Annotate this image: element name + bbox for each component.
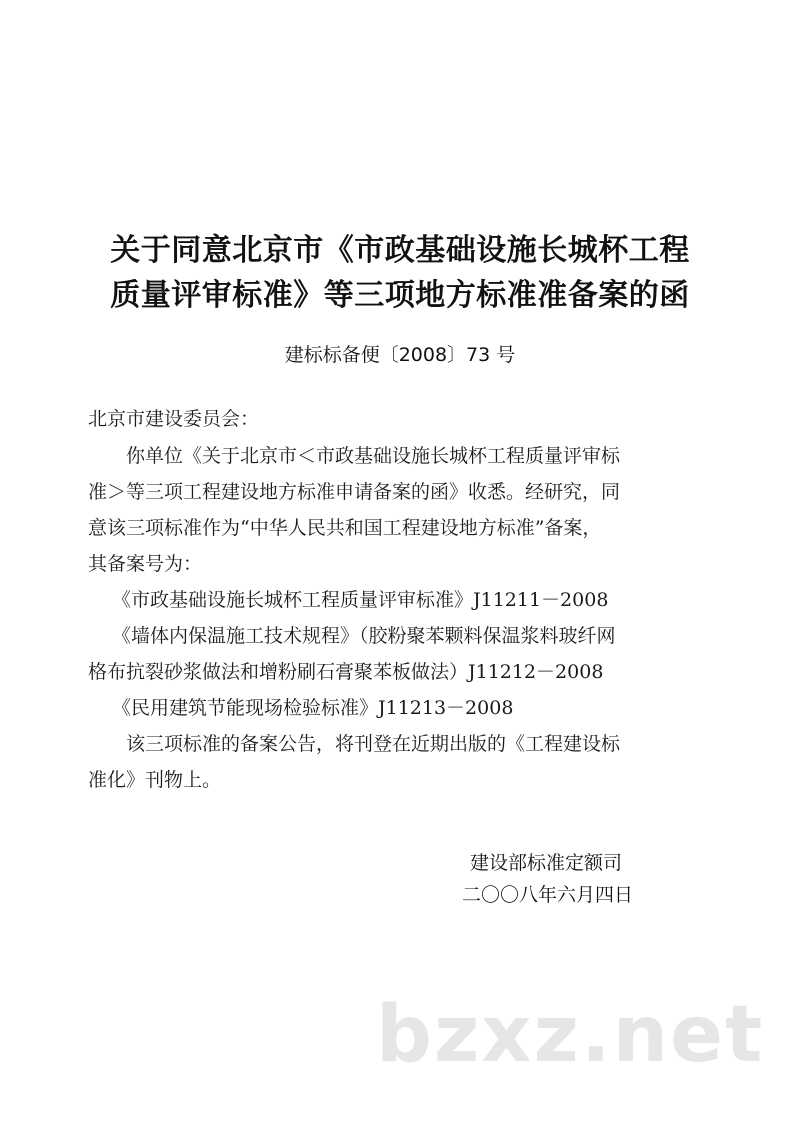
site-watermark: bzxz.net xyxy=(376,990,765,1080)
paragraph-1-line-2: 准＞等三项工程建设地方标准申请备案的函》收悉。经研究，同 xyxy=(88,481,621,503)
recipient: 北京市建设委员会： xyxy=(88,408,260,430)
paragraph-2-line-2: 准化》刊物上。 xyxy=(88,769,222,791)
standard-item-1: 《市政基础设施长城杯工程质量评审标准》J11211－2008 xyxy=(112,589,609,611)
paragraph-1-line-4: 其备案号为： xyxy=(88,553,203,575)
standard-item-2-line-1: 《墙体内保温施工技术规程》（胶粉聚苯颗料保温浆料玻纤网 xyxy=(112,625,616,647)
standard-item-2-line-2: 格布抗裂砂浆做法和增粉刷石膏聚苯板做法）J11212－2008 xyxy=(88,661,604,683)
paragraph-2-line-1: 该三项标准的备案公告，将刊登在近期出版的《工程建设标 xyxy=(126,733,621,755)
document-title-line-2: 质量评审标准》等三项地方标准准备案的函 xyxy=(110,278,690,313)
standard-item-3: 《民用建筑节能现场检验标准》J11213－2008 xyxy=(112,697,514,719)
document-title-line-1: 关于同意北京市《市政基础设施长城杯工程 xyxy=(110,233,690,268)
issuing-department: 建设部标准定额司 xyxy=(470,852,623,874)
issue-date: 二〇〇八年六月四日 xyxy=(462,884,634,906)
paragraph-1-line-3: 意该三项标准作为“中华人民共和国工程建设地方标准”备案， xyxy=(88,517,602,539)
paragraph-1-line-1: 你单位《关于北京市＜市政基础设施长城杯工程质量评审标 xyxy=(126,445,621,467)
document-number: 建标标备便〔2008〕73 号 xyxy=(284,344,516,366)
